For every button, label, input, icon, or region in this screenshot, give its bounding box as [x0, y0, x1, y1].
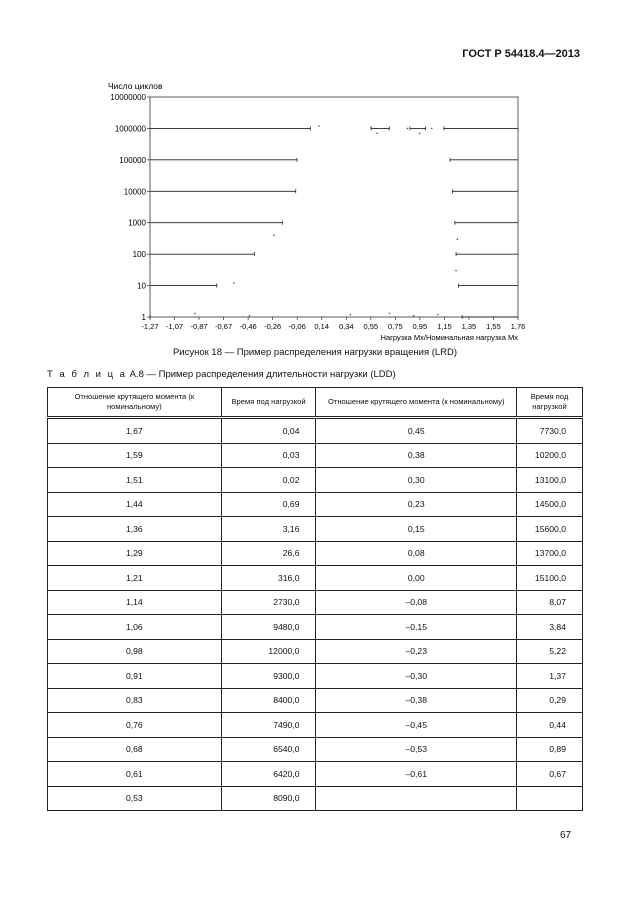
table-title-text: А.8 — Пример распределения длительности нагрузки (LDD) — [129, 369, 396, 380]
table-cell — [517, 786, 583, 811]
y-tick-label: 100 — [132, 250, 146, 260]
scatter-point — [194, 313, 196, 315]
ldd-table — [47, 387, 583, 811]
table-cell — [316, 786, 517, 811]
table-cell: 0,23 — [316, 492, 517, 517]
table-header-row — [48, 388, 583, 418]
x-axis-label: Нагрузка Мх/Номинальная нагрузка Мх — [380, 333, 518, 342]
table-cell: 1,06 — [48, 615, 222, 640]
scatter-point — [350, 314, 352, 316]
table-cell: 3,84 — [517, 615, 583, 640]
table-cell: 6420,0 — [221, 762, 316, 787]
table-cell: 10200,0 — [517, 443, 583, 468]
x-tick-label: 1,15 — [437, 322, 452, 331]
scatter-point — [419, 132, 421, 134]
table-cell: 0,83 — [48, 688, 222, 713]
table-cell: 7490,0 — [221, 713, 316, 738]
table-cell: 0,53 — [48, 786, 222, 811]
table-row — [48, 664, 583, 689]
scatter-point — [376, 132, 378, 134]
scatter-point — [273, 234, 275, 236]
table-cell: 1,21 — [48, 566, 222, 591]
table-cell: 0,45 — [316, 418, 517, 444]
scatter-point — [455, 270, 457, 272]
table-title-prefix: Т а б л и ц а — [47, 369, 127, 380]
table-cell: 13100,0 — [517, 468, 583, 493]
table-cell: 0,69 — [221, 492, 316, 517]
figure-caption: Рисунок 18 — Пример распределения нагрузки вращения (LRD) — [172, 347, 458, 358]
table-cell: –0,30 — [316, 664, 517, 689]
scatter-point — [413, 315, 415, 317]
table-cell: 0,67 — [517, 762, 583, 787]
table-cell: 0,02 — [221, 468, 316, 493]
y-tick-label: 1000 — [128, 218, 146, 228]
table-cell: –0,15 — [316, 615, 517, 640]
y-tick-label: 1000000 — [114, 124, 146, 134]
table-row — [48, 492, 583, 517]
header-time-1: Время под нагрузкой — [221, 388, 316, 418]
table-cell: 1,37 — [517, 664, 583, 689]
x-tick-label: 0,34 — [338, 322, 354, 331]
y-axis-label: Число циклов — [108, 81, 163, 91]
table-cell: 0,68 — [48, 737, 222, 762]
table-cell: 0,61 — [48, 762, 222, 787]
table-cell: 12000,0 — [221, 639, 316, 664]
x-tick-label: 1,76 — [510, 322, 526, 331]
load-revolution-chart — [0, 0, 630, 345]
table-row — [48, 786, 583, 811]
table-row — [48, 566, 583, 591]
x-tick-label: 0,95 — [412, 322, 428, 331]
table-cell: 0,91 — [48, 664, 222, 689]
y-tick-label: 10000000 — [110, 93, 146, 102]
table-cell: 13700,0 — [517, 541, 583, 566]
table-cell: 9300,0 — [221, 664, 316, 689]
table-cell: 1,59 — [48, 443, 222, 468]
table-cell: 0,89 — [517, 737, 583, 762]
scatter-point — [233, 282, 235, 284]
scatter-point — [437, 314, 439, 316]
table-cell: 0,76 — [48, 713, 222, 738]
table-cell: 15600,0 — [517, 517, 583, 542]
table-cell: –0,08 — [316, 590, 517, 615]
scatter-point — [370, 127, 372, 129]
header-torque-ratio-2: Отношение крутящего момента (к номинальному) — [316, 388, 517, 418]
table-cell: 7730,0 — [517, 418, 583, 444]
scatter-point — [318, 125, 320, 127]
table-row — [48, 418, 583, 444]
table-cell: 0,08 — [316, 541, 517, 566]
table-cell: –0,38 — [316, 688, 517, 713]
table-row — [48, 639, 583, 664]
table-cell: 0,38 — [316, 443, 517, 468]
table-cell: 8,07 — [517, 590, 583, 615]
table-cell: 5,22 — [517, 639, 583, 664]
header-time-2: Время под нагрузкой — [517, 388, 583, 418]
table-cell: –0,61 — [316, 762, 517, 787]
table-cell: 8400,0 — [221, 688, 316, 713]
y-tick-label: 10000 — [123, 187, 146, 197]
table-cell: 0,98 — [48, 639, 222, 664]
table-row — [48, 517, 583, 542]
table-cell: 0,44 — [517, 713, 583, 738]
table-row — [48, 688, 583, 713]
table-row — [48, 615, 583, 640]
table-cell: 0,04 — [221, 418, 316, 444]
x-tick-label: -1,27 — [141, 322, 159, 331]
y-tick-label: 100000 — [119, 155, 146, 165]
table-cell: 1,29 — [48, 541, 222, 566]
table-row — [48, 737, 583, 762]
table-title — [47, 369, 396, 380]
x-tick-label: 0,75 — [388, 322, 403, 331]
x-tick-label: -0,46 — [239, 322, 257, 331]
x-tick-label: 0,14 — [314, 322, 330, 331]
table-cell: 1,36 — [48, 517, 222, 542]
header-torque-ratio-1: Отношение крутящего момента (к номинальному) — [48, 388, 222, 418]
plot-frame — [150, 97, 518, 317]
x-tick-label: -0,87 — [190, 322, 208, 331]
table-cell: 14500,0 — [517, 492, 583, 517]
table-cell: 9480,0 — [221, 615, 316, 640]
table-cell: 15100,0 — [517, 566, 583, 591]
table-cell: 6540,0 — [221, 737, 316, 762]
scatter-point — [456, 238, 458, 240]
table-cell: –0,53 — [316, 737, 517, 762]
table-cell: 316,0 — [221, 566, 316, 591]
table-cell: 0,00 — [316, 566, 517, 591]
scatter-point — [407, 128, 409, 130]
table-cell: 1,14 — [48, 590, 222, 615]
table-row — [48, 443, 583, 468]
table-cell: 1,44 — [48, 492, 222, 517]
y-tick-label: 1 — [141, 313, 146, 322]
x-tick-label: -1,07 — [165, 322, 184, 331]
table-cell: 0,29 — [517, 688, 583, 713]
table-cell: –0,23 — [316, 639, 517, 664]
table-cell: –0,45 — [316, 713, 517, 738]
x-tick-label: -0,26 — [264, 322, 282, 331]
table-row — [48, 468, 583, 493]
table-cell: 26,6 — [221, 541, 316, 566]
table-row — [48, 713, 583, 738]
x-tick-label: 1,35 — [461, 322, 477, 331]
scatter-point — [388, 313, 390, 315]
table-cell: 1,67 — [48, 418, 222, 444]
table-row — [48, 762, 583, 787]
table-row — [48, 541, 583, 566]
page-number: 67 — [560, 830, 572, 841]
table-cell: 3,16 — [221, 517, 316, 542]
table-cell: 1,51 — [48, 468, 222, 493]
x-tick-label: 0,55 — [363, 322, 379, 331]
table-cell: 0,15 — [316, 517, 517, 542]
scatter-point — [431, 128, 433, 130]
document-header: ГОСТ Р 54418.4—2013 — [462, 48, 580, 60]
table-cell: 8090,0 — [221, 786, 316, 811]
x-tick-label: 1,55 — [486, 322, 501, 331]
table-row — [48, 590, 583, 615]
table-cell: 2730,0 — [221, 590, 316, 615]
table-cell: 0,03 — [221, 443, 316, 468]
x-tick-label: -0,06 — [288, 322, 306, 331]
x-tick-label: -0,67 — [215, 322, 233, 331]
table-cell: 0,30 — [316, 468, 517, 493]
scatter-point — [249, 315, 251, 317]
y-tick-label: 10 — [137, 281, 146, 291]
